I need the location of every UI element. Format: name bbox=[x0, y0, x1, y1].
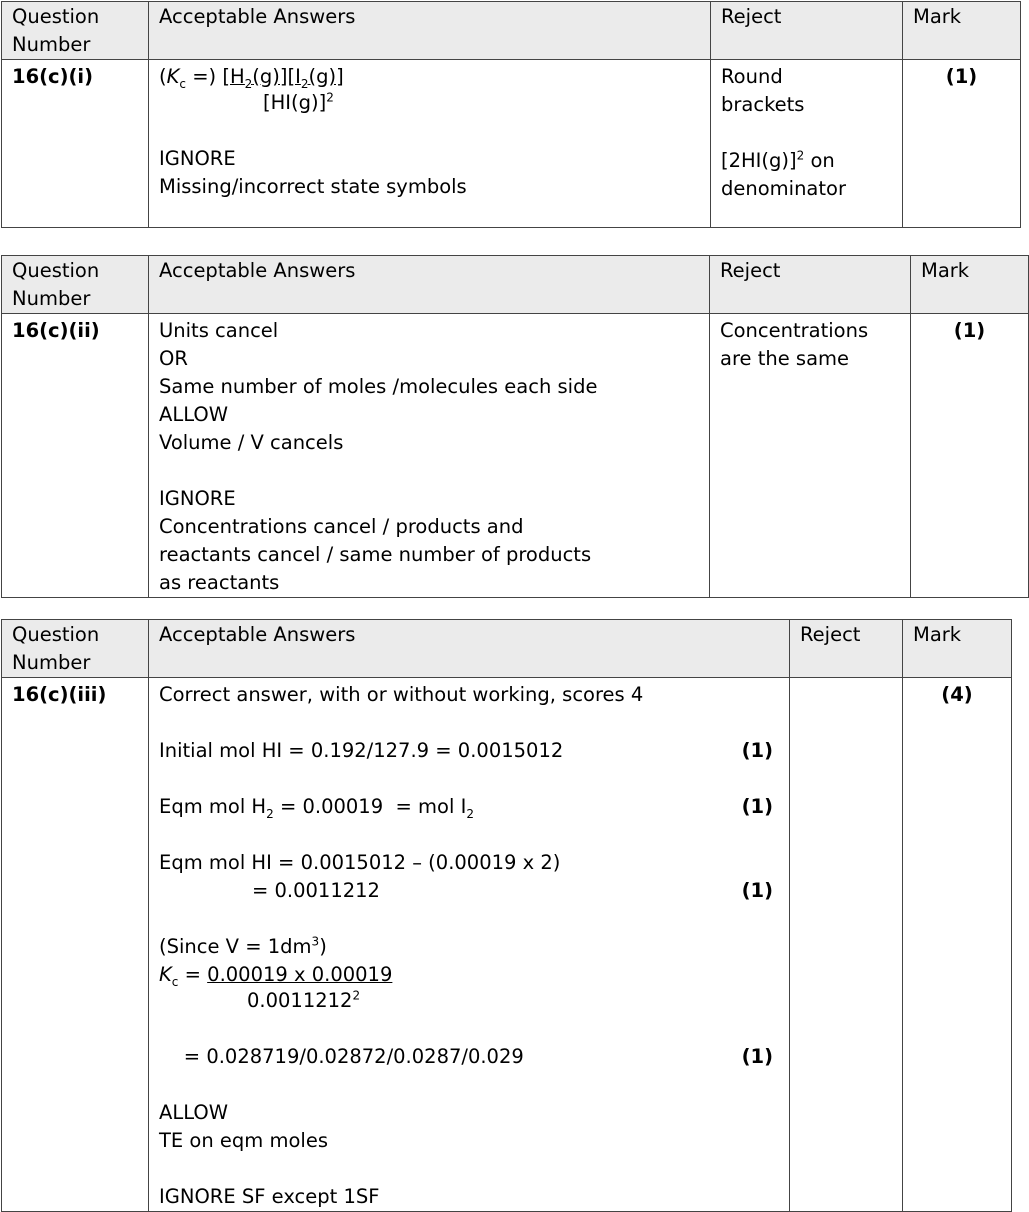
step-eqm-h2: Eqm mol $H_2 = 0.00019$ = mol $I_2$ (1) bbox=[159, 795, 773, 821]
kc-result: = 0.028719/0.02872/0.0287/0.029 (1) bbox=[159, 1045, 773, 1068]
mark: (1) bbox=[903, 60, 1021, 228]
header-reject: Reject bbox=[710, 256, 911, 314]
mark-scheme-table-16cii bbox=[1, 255, 1029, 598]
step-eqm-hi: = 0.0011212 (1) bbox=[159, 879, 773, 902]
mark: (1) bbox=[911, 314, 1029, 598]
reject: Round brackets $[2HI(g)]^2$ on denominator bbox=[711, 60, 903, 228]
kc-calculation: $K_c = 0.00019$ x 0.00019 bbox=[159, 963, 393, 989]
mark: (4) bbox=[903, 678, 1012, 1212]
header-row bbox=[2, 256, 1029, 314]
header-reject: Reject bbox=[711, 2, 903, 60]
acceptable-answer: Units cancel OR Same number of moles /molecules each side ALLOW Volume / V cancels IGNORE Concentrations cancel / products and reactants cancel / same number of products as reactants bbox=[149, 314, 710, 598]
question-number: 16(c)(iii) bbox=[2, 678, 149, 1212]
reject bbox=[790, 678, 903, 1212]
header-acceptable-answers: Acceptable Answers bbox=[149, 256, 710, 314]
acceptable-answer: ($K_c$ =) $[H_2(g)][I_2(g)]$ $[HI(g)]^2$ IGNORE Missing/incorrect state symbols bbox=[149, 60, 711, 228]
table-row bbox=[2, 60, 1021, 228]
since-volume: (Since $V = 1dm^3$) bbox=[159, 934, 327, 958]
question-number: 16(c)(i) bbox=[2, 60, 149, 228]
header-mark: Mark bbox=[903, 620, 1012, 678]
table-row bbox=[2, 314, 1029, 598]
mark-scheme-table-16ci bbox=[1, 1, 1021, 228]
kc-expression: ($K_c$ =) $[H_2(g)][I_2(g)]$ bbox=[159, 65, 344, 91]
header-mark: Mark bbox=[903, 2, 1021, 60]
question-number: 16(c)(ii) bbox=[2, 314, 149, 598]
kc-denominator: $[HI(g)]^2$ bbox=[263, 90, 334, 114]
header-question-number: Question Number bbox=[2, 620, 149, 678]
kc-numerator: $[H_2(g)][I_2(g)]$ bbox=[222, 65, 344, 91]
step-initial-mol: Initial mol HI = 0.192/127.9 = 0.0015012 (1) bbox=[159, 739, 773, 762]
header-row bbox=[2, 620, 1012, 678]
header-row bbox=[2, 2, 1021, 60]
mark-scheme-table-16ciii bbox=[1, 619, 1012, 1212]
table-row bbox=[2, 678, 1012, 1212]
header-mark: Mark bbox=[911, 256, 1029, 314]
header-question-number: Question Number bbox=[2, 2, 149, 60]
header-question-number: Question Number bbox=[2, 256, 149, 314]
acceptable-answer: Correct answer, with or without working, scores 4 Initial mol HI = 0.192/127.9 = 0.0015012 (1) Eqm mol $H_2 = 0.00019$ = mol $I_2$ (1) Eqm mol HI = 0.0015012 – (0.00019 x 2) = 0.0011212 (1) (Since $V = 1dm^3$) $K_c = 0.00019$ x 0.00019 0.0011212$^2$ = 0.028719/0.02872/0.0287/0.029 (1) ALLOW TE on eqm moles IGNORE SF except 1SF bbox=[149, 678, 790, 1212]
reject: Concentrations are the same bbox=[710, 314, 911, 598]
header-acceptable-answers: Acceptable Answers bbox=[149, 620, 790, 678]
header-acceptable-answers: Acceptable Answers bbox=[149, 2, 711, 60]
header-reject: Reject bbox=[790, 620, 903, 678]
